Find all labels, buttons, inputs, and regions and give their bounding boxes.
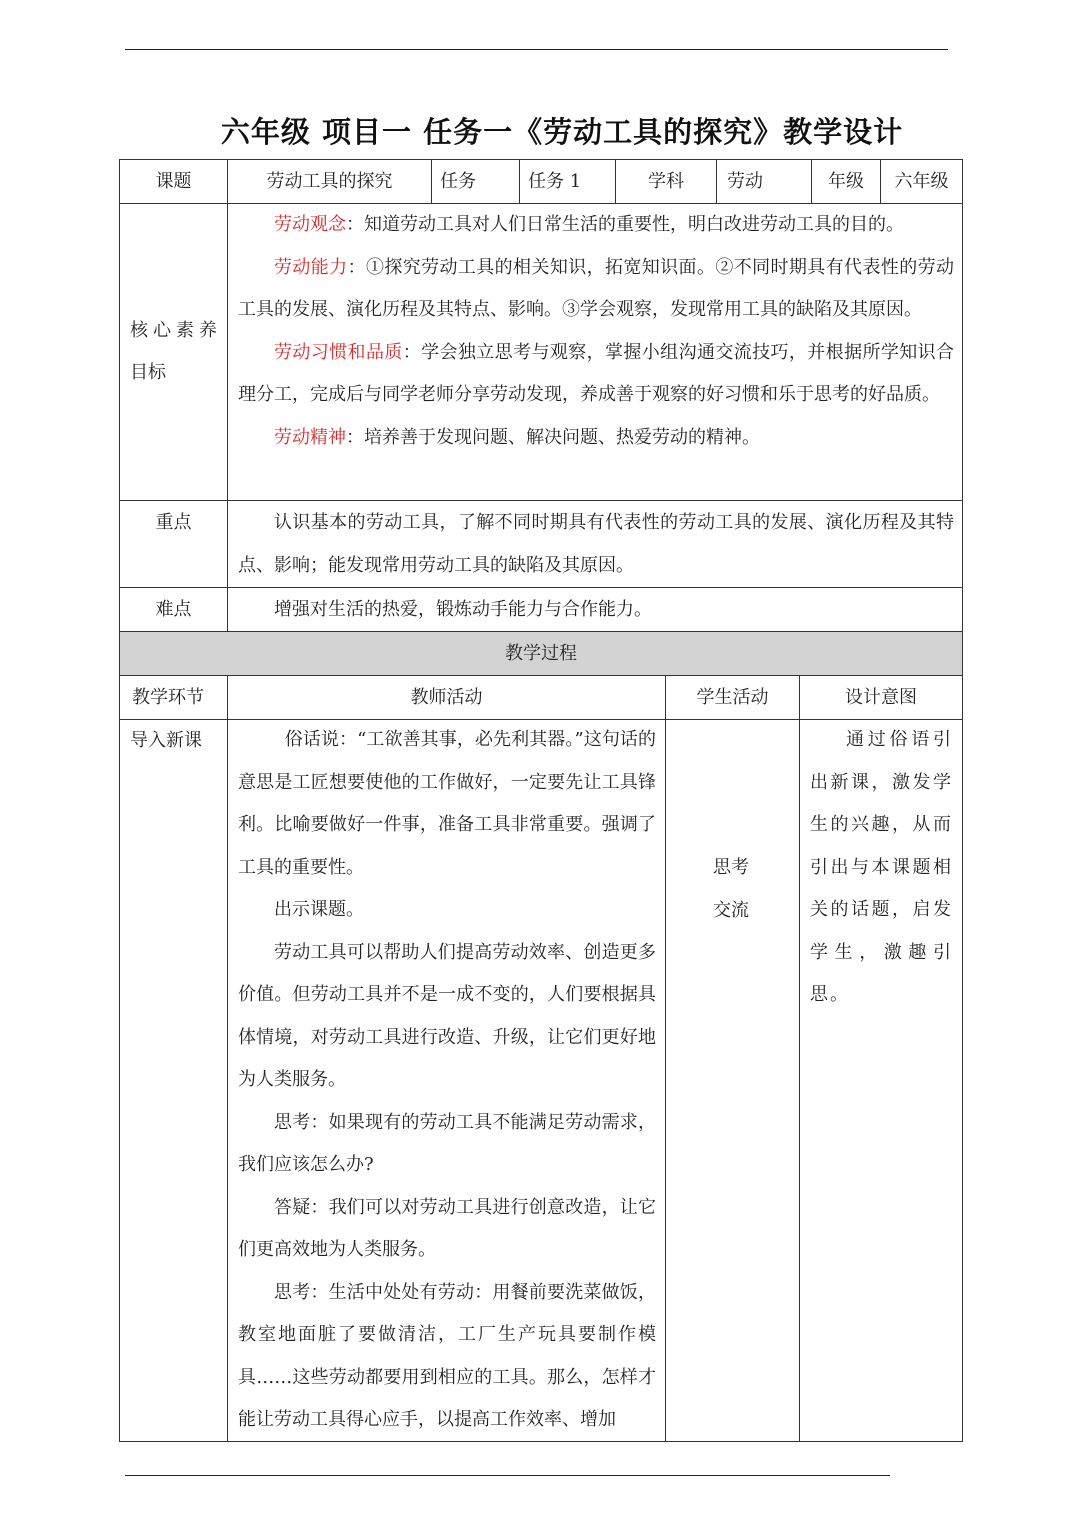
core-goals-label-line1: 核心素养	[130, 320, 222, 341]
goal-habit-text: ：学会独立思考与观察，掌握小组沟通交流技巧，并根据所学知识合理分工，完成后与同学老师分享劳动发现，养成善于观察的好习惯和乐于思考的好品质。	[238, 341, 955, 405]
key-point-label: 重点	[155, 512, 192, 533]
teacher-paragraph: 思考：如果现有的劳动工具不能满足劳动需求，我们应该怎么办?	[238, 1111, 656, 1175]
teacher-paragraph: 出示课题。	[274, 899, 364, 920]
teacher-paragraph: 答疑：我们可以对劳动工具进行创意改造，让它们更高效地为人类服务。	[238, 1196, 656, 1260]
goal-habit-label: 劳动习惯和品质	[274, 341, 403, 363]
design-intent	[810, 719, 953, 1017]
subject-label: 学科	[648, 171, 684, 192]
task-value: 任务 1	[528, 171, 582, 192]
header-rule	[125, 49, 948, 50]
teacher-paragraph: 思考：生活中处处有劳动：用餐前要洗菜做饭，教室地面脏了要做清洁，工厂生产玩具要制作模具……这些劳动都要用到相应的工具。那么，怎样才能让劳动工具得心应手，以提高工作效率、增加	[238, 1281, 656, 1430]
teacher-activity	[238, 719, 656, 1442]
goal-spirit	[238, 417, 954, 460]
task-label: 任务	[440, 171, 476, 192]
page-title: 六年级 项目一 任务一《劳动工具的探究》教学设计	[220, 115, 904, 149]
goal-ability-text: ：①探究劳动工具的相关知识，拓宽知识面。②不同时期具有代表性的劳动工具的发展、演化历程及其特点、影响。③学会观察，发现常用工具的缺陷及其原因。	[238, 256, 955, 320]
topic-value: 劳动工具的探究	[266, 171, 393, 192]
difficulty-label: 难点	[155, 599, 192, 620]
key-point-text: 认识基本的劳动工具，了解不同时期具有代表性的劳动工具的发展、演化历程及其特点、影响；能发现常用劳动工具的缺陷及其原因。	[238, 512, 954, 576]
goal-spirit-text: ：培养善于发现问题、解决问题、热爱劳动的精神。	[346, 426, 760, 448]
core-goals-content	[238, 204, 954, 459]
design-intent-text: 通过俗语引出新课，激发学生的兴趣，从而引出与本课题相关的话题，启发学生，激趣引思。	[810, 729, 953, 1005]
difficulty-text: 增强对生活的热爱，锻炼动手能力与合作能力。	[274, 599, 652, 620]
goal-concept-text: ：知道劳动工具对人们日常生活的重要性，明白改进劳动工具的目的。	[346, 214, 904, 235]
goal-spirit-label: 劳动精神	[274, 426, 346, 448]
goal-habit	[238, 332, 954, 417]
col-intent-header: 设计意图	[845, 687, 917, 708]
col-student-header: 学生活动	[696, 687, 769, 708]
col-stage-header: 教学环节	[132, 687, 204, 708]
core-goals-label	[130, 310, 222, 394]
grade-value: 六年级	[894, 171, 949, 192]
process-heading: 教学过程	[505, 643, 577, 664]
goal-concept	[238, 204, 954, 247]
goal-ability-label: 劳动能力	[274, 256, 348, 278]
subject-value: 劳动	[727, 171, 763, 192]
footer-rule	[125, 1475, 890, 1476]
goal-concept-label: 劳动观念	[274, 214, 346, 235]
topic-label: 课题	[155, 171, 192, 192]
student-line-discuss: 交流	[713, 899, 749, 921]
core-goals-label-line2: 目标	[130, 362, 166, 383]
difficulty-content	[238, 588, 954, 631]
grade-label: 年级	[828, 171, 864, 192]
teacher-paragraph: 俗话说：“工欲善其事，必先利其器。”这句话的意思是工匠想要使他的工作做好，一定要先让工具锋利。比喻要做好一件事，准备工具非常重要。强调了工具的重要性。	[238, 729, 656, 878]
col-teacher-header: 教师活动	[410, 687, 483, 708]
teacher-paragraph: 劳动工具可以帮助人们提高劳动效率、创造更多价值。但劳动工具并不是一成不变的，人们要根据具体情境，对劳动工具进行改造、升级，让它们更好地为人类服务。	[238, 941, 656, 1090]
student-line-think: 思考	[713, 857, 749, 878]
stage-cell: 导入新课	[130, 730, 202, 751]
key-point-content	[238, 501, 954, 587]
student-activity	[713, 847, 793, 932]
goal-ability	[238, 247, 954, 332]
